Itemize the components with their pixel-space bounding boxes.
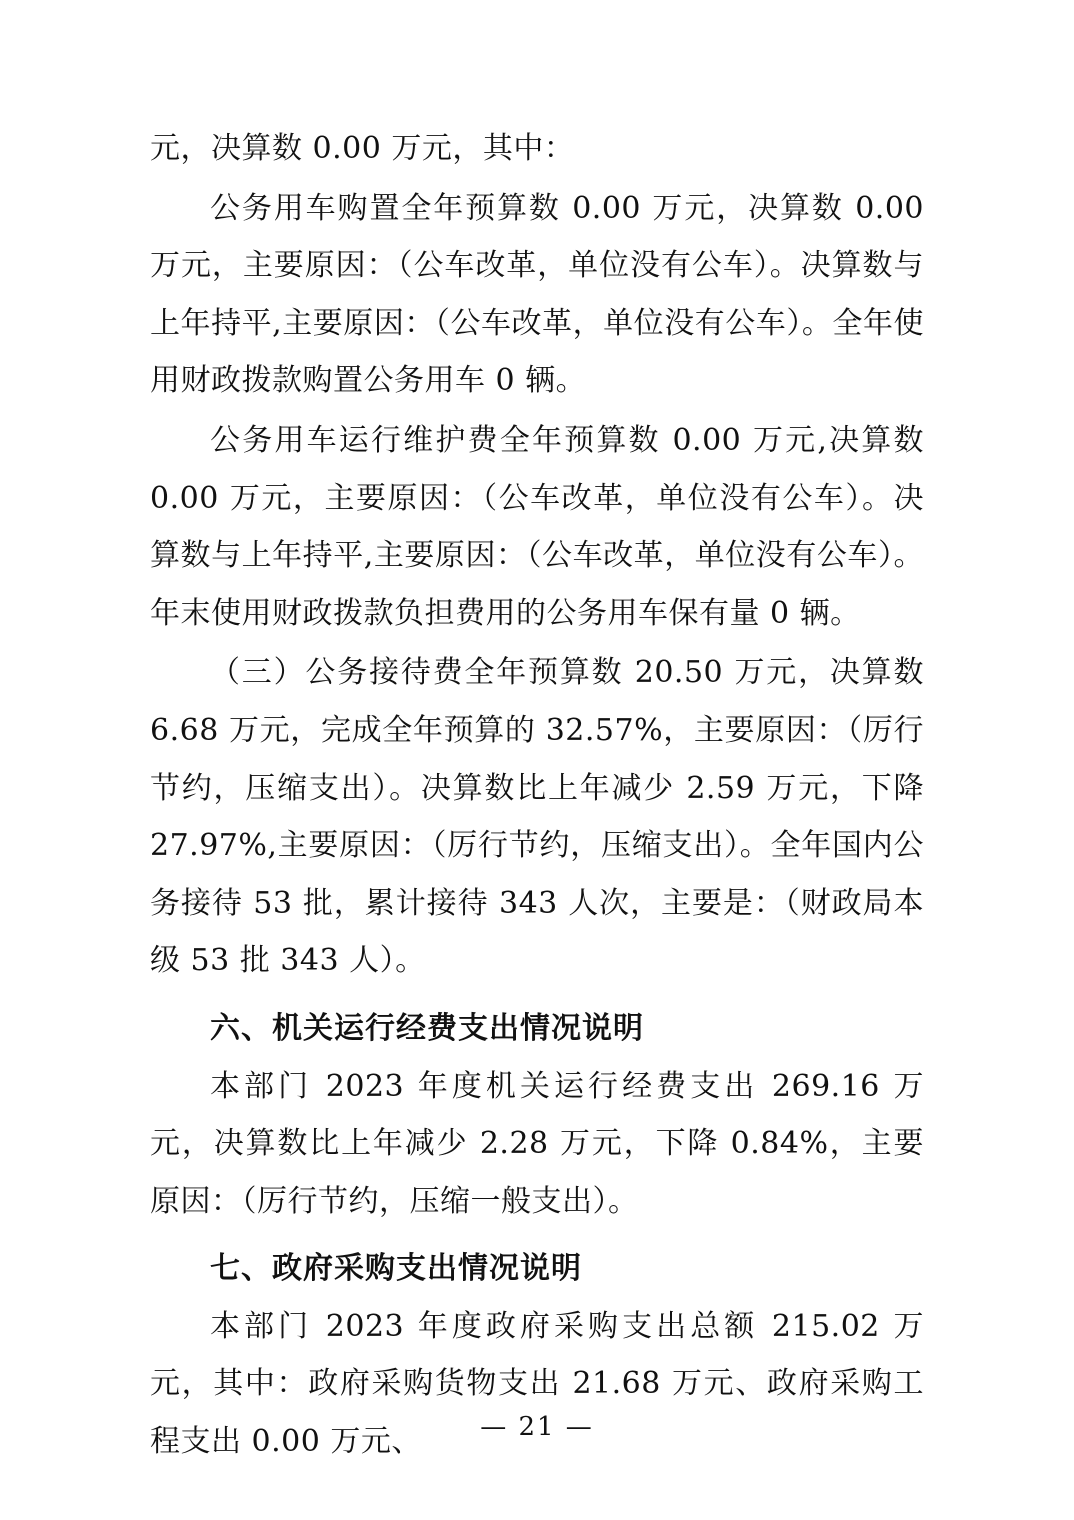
paragraph-continuation: 元，决算数 0.00 万元，其中： (150, 131, 575, 166)
paragraph-vehicle-purchase: 公务用车购置全年预算数 0.00 万元，决算数 0.00 万元，主要原因：（公车改革，单位没有公车）。决算数与上年持平,主要原因：（公车改革，单位没有公车）。全年使用财政拨款购置公务用车 0 辆。 (150, 190, 924, 399)
paragraph-section-seven-body: 本部门 2023 年度政府采购支出总额 215.02 万元，其中：政府采购货物支出 21.68 万元、政府采购工程支出 0.00 万元、 (150, 1308, 924, 1460)
section-heading-seven: 七、政府采购支出情况说明 (210, 1251, 582, 1287)
paragraph-section-six-body: 本部门 2023 年度机关运行经费支出 269.16 万元，决算数比上年减少 2.28 万元，下降 0.84%，主要原因：（厉行节约，压缩一般支出）。 (150, 1068, 924, 1219)
page-number-footer: — 21 — (480, 1412, 594, 1442)
paragraph-vehicle-maintenance: 公务用车运行维护费全年预算数 0.00 万元,决算数 0.00 万元，主要原因：（公车改革，单位没有公车）。决算数与上年持平,主要原因：（公车改革，单位没有公车）。年末使用财政拨款负担费用的公务用车保有量 0 辆。 (150, 422, 924, 631)
paragraph-hospitality-expense: （三）公务接待费全年预算数 20.50 万元，决算数 6.68 万元，完成全年预算的 32.57%，主要原因：（厉行节约，压缩支出）。决算数比上年减少 2.59 万元，下降 27.97%,主要原因：（厉行节约，压缩支出）。全年国内公务接待 53 批，累计接待 343 人次，主要是：（财政局本级 53 批 343 人）。 (150, 655, 924, 979)
section-heading-six: 六、机关运行经费支出情况说明 (210, 1010, 644, 1046)
